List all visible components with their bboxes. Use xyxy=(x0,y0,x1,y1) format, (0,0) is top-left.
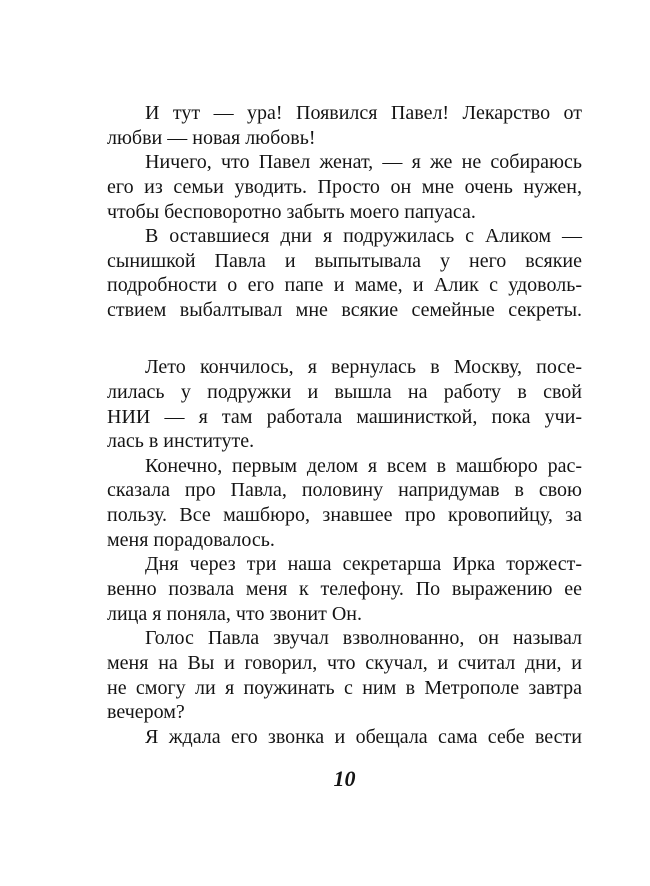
text-line: лась в институте. xyxy=(107,430,255,453)
text-line: И тут — ура! Появился Павел! Лекарство от xyxy=(145,102,582,124)
text-line: Я ждала его звонка и обещала сама себе вести xyxy=(145,725,582,748)
paragraph xyxy=(107,626,582,725)
text-line: Дня через три наша секретарша Ирка торжест- xyxy=(145,553,582,576)
text-line: его из семьи уводить. Просто он мне очень нужен, xyxy=(107,175,582,198)
text-line: не смогу ли я поужинать с ним в Метрополе завтра xyxy=(107,676,582,699)
text-line: ствием выбалтывал мне всякие семейные секреты. xyxy=(107,299,582,322)
text-line: чтобы бесповоротно забыть моего папуаса. xyxy=(107,200,476,223)
paragraph xyxy=(107,355,582,454)
text-line: меня на Вы и говорил, что скучал, и считал дни, и xyxy=(107,651,582,674)
page-number: 10 xyxy=(333,766,356,791)
text-line: Голос Павла звучал взволнованно, он называл xyxy=(145,627,582,650)
paragraph xyxy=(107,101,582,150)
text-line: сказала про Павла, половину напридумав в свою xyxy=(107,479,582,502)
text-line: венно позвала меня к телефону. По выражению ее xyxy=(107,578,582,601)
paragraph xyxy=(107,454,582,553)
text-line: Лето кончилось, я вернулась в Москву, посе- xyxy=(145,356,582,379)
text-line: Ничего, что Павел женат, — я же не собираюсь xyxy=(145,151,582,174)
text-line: В оставшиеся дни я подружилась с Аликом — xyxy=(145,225,582,248)
text-line: любви — новая любовь! xyxy=(107,126,316,149)
text-line: сынишкой Павла и выпытывала у него всякие xyxy=(107,249,582,272)
text-line: лилась у подружки и вышла на работу в свой xyxy=(107,380,582,403)
text-line: вечером? xyxy=(107,701,185,724)
text-section xyxy=(107,355,582,749)
paragraph xyxy=(107,552,582,626)
text-line: лица я поняла, что звонит Он. xyxy=(107,602,362,625)
paragraph xyxy=(107,725,582,750)
text-line: пользу. Все машбюро, знавшее про кровопийцу, за xyxy=(107,504,582,527)
body-text xyxy=(107,101,582,750)
text-line: меня порадовалось. xyxy=(107,528,275,551)
paragraph xyxy=(107,224,582,323)
text-line: Конечно, первым делом я всем в машбюро рас- xyxy=(145,454,582,477)
text-line: НИИ — я там работала машинисткой, пока учи- xyxy=(107,405,582,428)
paragraph xyxy=(107,150,582,224)
text-section xyxy=(107,101,582,323)
text-line: подробности о его папе и маме, и Алик с удоволь- xyxy=(107,274,582,297)
